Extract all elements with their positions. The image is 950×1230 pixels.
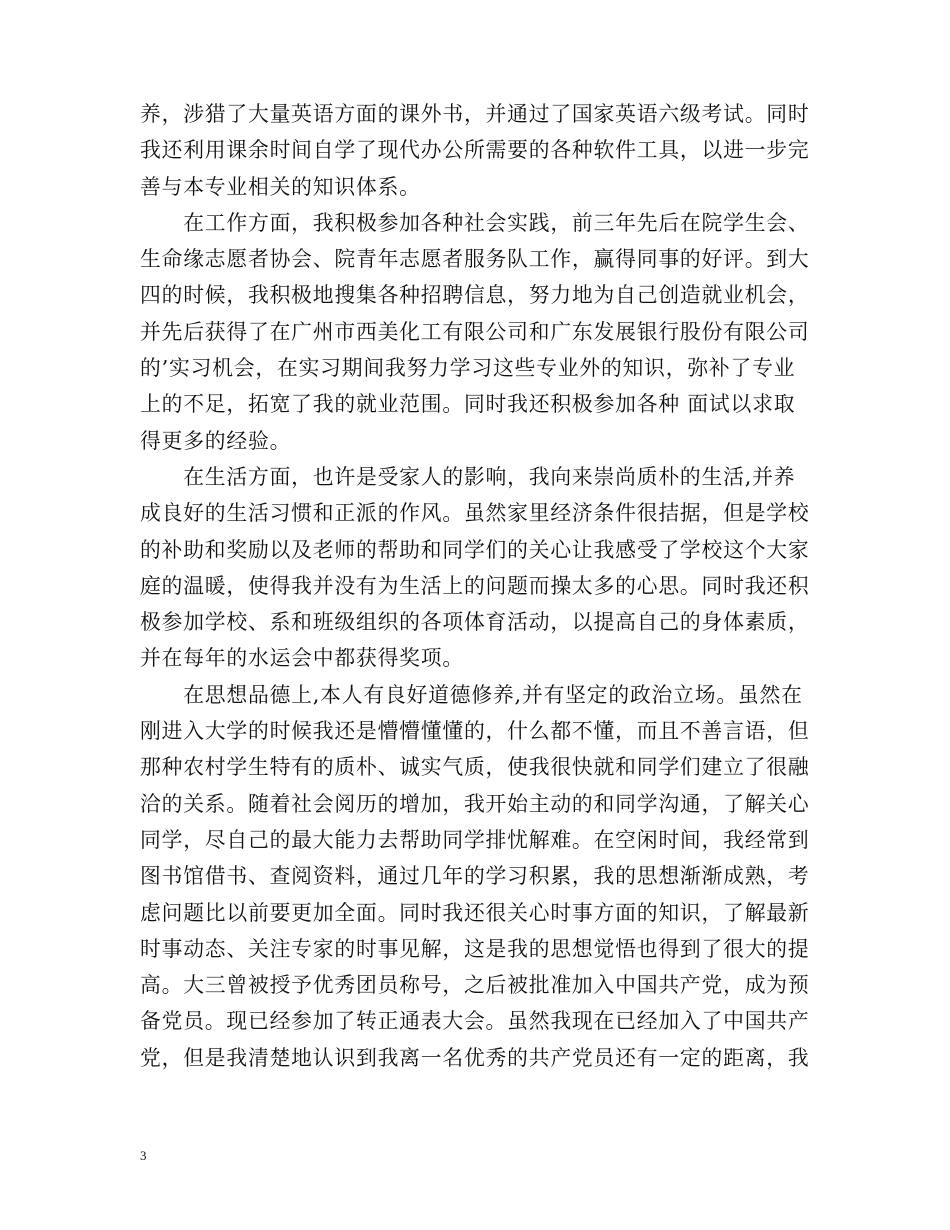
text-line: 养，涉猎了大量英语方面的课外书，并通过了国家英语六级考试。同时: [140, 102, 810, 126]
text-line: 在生活方面，也许是受家人的影响，我向来崇尚质朴的生活,并养: [140, 464, 796, 489]
text-line: 极参加学校、系和班级组织的各项体育活动，以提高自己的身体素质，: [140, 610, 810, 635]
text-line: 得更多的经验。: [140, 428, 292, 453]
text-line: 图书馆借书、查阅资料，通过几年的学习积累，我的思想渐渐成熟，考: [140, 864, 810, 889]
text-line: 时事动态、关注专家的时事见解，这是我的思想觉悟也得到了很大的提: [140, 936, 810, 961]
text-line: 刚进入大学的时候我还是懵懵懂懂的，什么都不懂，而且不善言语，但: [140, 719, 810, 744]
text-line: 成良好的生活习惯和正派的作风。虽然家里经济条件很拮据，但是学校: [140, 501, 810, 526]
body-text: [140, 96, 812, 1076]
text-line: 高。大三曾被授予优秀团员称号，之后被批准加入中国共产党，成为预: [140, 973, 810, 998]
text-line: 党，但是我清楚地认识到我离一名优秀的共产党员还有一定的距离，我: [140, 1045, 810, 1070]
text-line: 的补助和奖励以及老师的帮助和同学们的关心让我感受了学校这个大家: [140, 537, 810, 562]
text-line: 那种农村学生特有的质朴、诚实气质，使我很快就和同学们建立了很融: [140, 755, 810, 780]
text-line: 在思想品德上,本人有良好道德修养,并有坚定的政治立场。虽然在: [140, 682, 803, 707]
text-line: 的’实习机会，在实习期间我努力学习这些专业外的知识，弥补了专业: [140, 356, 796, 381]
text-line: 我还利用课余时间自学了现代办公所需要的各种软件工具，以进一步完: [140, 138, 810, 163]
page-number: 3: [140, 1148, 147, 1163]
text-line: 并在每年的水运会中都获得奖项。: [140, 646, 464, 671]
text-line: 虑问题比以前要更加全面。同时我还很关心时事方面的知识，了解最新: [140, 900, 810, 925]
text-line: 四的时候，我积极地搜集各种招聘信息，努力地为自己创造就业机会，: [140, 283, 810, 308]
text-line: 并先后获得了在广州市西美化工有限公司和广东发展银行股份有限公司: [140, 319, 810, 344]
text-line: 在工作方面，我积极参加各种社会实践，前三年先后在院学生会、: [140, 210, 810, 235]
text-line: 洽的关系。随着社会阅历的增加，我开始主动的和同学沟通，了解关心: [140, 791, 810, 816]
text-line: 生命缘志愿者协会、院青年志愿者服务队工作，赢得同事的好评。到大: [140, 247, 810, 272]
text-line: 备党员。现已经参加了转正通表大会。虽然我现在已经加入了中国共产: [140, 1009, 810, 1034]
text-line: 庭的温暖，使得我并没有为生活上的问题而操太多的心思。同时我还积: [140, 573, 810, 598]
text-line: 善与本专业相关的知识体系。: [140, 174, 421, 199]
text-line: 上的不足，拓宽了我的就业范围。同时我还积极参加各种 面试以求取: [140, 392, 796, 417]
text-line: 同学，尽自己的最大能力去帮助同学排忧解难。在空闲时间，我经常到: [140, 827, 810, 852]
